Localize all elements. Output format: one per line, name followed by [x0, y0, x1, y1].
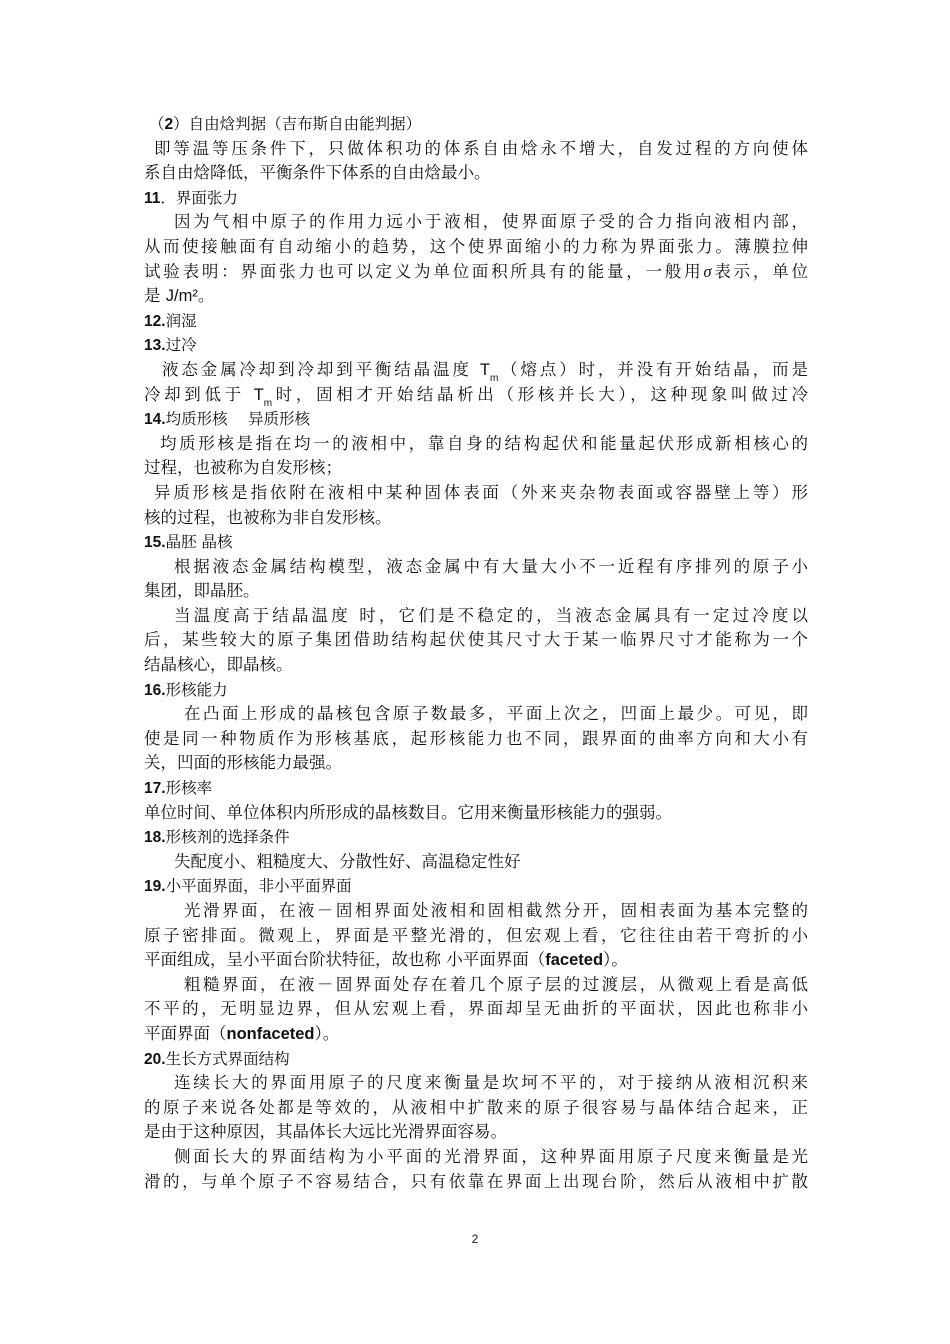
- document-page: [144, 112, 808, 1194]
- paragraph-line: [144, 702, 808, 727]
- section-title: 小平面界面，非小平面界面: [165, 877, 352, 896]
- text: 均质形核是指在均一的液相中，靠自身的结构起伏和能量起伏形成新相核心的: [160, 433, 808, 453]
- paragraph-line: [144, 850, 808, 875]
- paragraph-line: [144, 604, 808, 629]
- text: 失配度小、粗糙度大、分散性好、高温稳定性好: [174, 851, 521, 871]
- paragraph-line: [144, 628, 808, 653]
- temperature-symbol: T: [479, 360, 490, 379]
- text: 滑的，与单个原子不容易结合，只有依靠在界面上出现台阶，然后从液相中扩散: [144, 1171, 808, 1191]
- section-number: 19.: [144, 878, 166, 896]
- text: 核的过程，也被称为非自发形核。: [144, 507, 392, 527]
- text: 连续长大的界面用原子的尺度来衡量是坎坷不平的，对于接纳从液相沉积来: [174, 1073, 808, 1093]
- text: 是由于这种原因，其晶体长大远比光滑界面容易。: [144, 1122, 507, 1142]
- section-title: ）自由焓判据（吉布斯自由能判据）: [173, 115, 422, 133]
- paragraph-line: [144, 137, 808, 162]
- text: 单位时间、单位体积内所形成的晶核数目。它用来衡量形核能力的强弱。: [144, 802, 672, 822]
- text: 根据液态金属结构模型，液态金属中有大量大小不一近程有序排列的原子小: [174, 556, 808, 576]
- paragraph-line: [144, 481, 808, 506]
- section-title: 形核能力: [165, 680, 228, 699]
- section-number: 11: [144, 189, 161, 207]
- section-number: 15.: [144, 534, 166, 552]
- section-heading: [144, 678, 808, 703]
- section-number: 20.: [144, 1050, 166, 1068]
- unit: J/m²: [165, 287, 198, 306]
- text: ）。: [603, 950, 628, 970]
- section-title: 润湿: [165, 311, 197, 330]
- paragraph-line: [144, 1071, 808, 1096]
- section-heading: [144, 333, 808, 358]
- paragraph-line: [144, 358, 808, 383]
- paragraph-line: [144, 727, 808, 752]
- term-faceted: faceted: [545, 951, 604, 970]
- text: 粗糙界面，在液－固界面处存在着几个原子层的过渡层，从微观上看是高低: [184, 974, 808, 994]
- paragraph-line: [144, 1145, 808, 1170]
- paren: （: [149, 115, 165, 133]
- text: 即等温等压条件下，只做体积功的体系自由焓永不增大，自发过程的方向使体: [154, 138, 808, 158]
- paragraph-line: [144, 456, 808, 481]
- text: 当温度高于结晶温度: [174, 605, 351, 625]
- paragraph-line: [144, 801, 808, 826]
- paragraph-line: [144, 579, 808, 604]
- text: 因为气相中原子的作用力远小于液相，使界面原子受的合力指向液相内部，: [174, 212, 808, 232]
- paragraph-line: [144, 210, 808, 235]
- subscript: m: [263, 397, 273, 409]
- section-number: 2: [164, 116, 174, 133]
- section-title: ．界面张力: [160, 188, 238, 207]
- text: 是: [144, 286, 161, 306]
- text: 在凸面上形成的晶核包含原子数最多，平面上次之，凹面上最少。可见，即: [184, 704, 808, 724]
- text: 侧面长大的界面结构为小平面的光滑界面，这种界面用原子尺度来衡量是光: [174, 1146, 808, 1166]
- text: 冷却到低于: [144, 384, 245, 404]
- sigma-symbol: σ: [703, 261, 712, 281]
- text: 液态金属冷却到冷却到平衡结晶温度: [162, 359, 472, 379]
- text: 过程，也被称为自发形核；: [144, 458, 342, 478]
- paragraph-line: [144, 432, 808, 457]
- text: 系自由焓降低，平衡条件下体系的自由焓最小。: [144, 163, 491, 183]
- section-title: 形核剂的选择条件: [165, 828, 290, 847]
- text: 异质形核是指依附在液相中某种固体表面（外来夹杂物表面或容器壁上等）形: [154, 482, 808, 502]
- text: ）。: [314, 1023, 340, 1043]
- section-title: 过冷: [165, 336, 197, 355]
- text: 关，凹面的形核能力最强。: [144, 753, 342, 773]
- text: 光滑界面，在液－固相界面处液相和固相截然分开，固相表面为基本完整的: [184, 901, 808, 920]
- paragraph-line: [144, 924, 808, 949]
- text: 时，固相才开始结晶析出（形核并长大），这种现象叫做过冷: [272, 384, 809, 404]
- section-heading: [144, 186, 808, 211]
- text: 平面组成，呈小平面台阶状特征，故也称 小平面界面（: [144, 950, 546, 970]
- section-heading: [144, 1047, 808, 1072]
- temperature-symbol: T: [253, 385, 264, 404]
- section-number: 14.: [144, 411, 166, 429]
- text: 表示，单位: [711, 261, 809, 281]
- section-number: 13.: [144, 337, 166, 355]
- section-number: 12.: [144, 312, 166, 330]
- paragraph-line: [144, 506, 808, 531]
- paragraph-line: [144, 1120, 808, 1145]
- paragraph-line: [144, 1022, 808, 1047]
- paragraph-line: [144, 653, 808, 678]
- term-nonfaceted: nonfaceted: [226, 1024, 315, 1043]
- page-number: 2: [471, 1232, 479, 1246]
- section-heading: [144, 776, 808, 801]
- paragraph-line: [144, 555, 808, 580]
- paragraph-line: [144, 751, 808, 776]
- text: 结晶核心，即晶核。: [144, 655, 293, 675]
- text: 时，它们是不稳定的，当液态金属具有一定过冷度以: [359, 605, 809, 625]
- text: 不平的，无明显边界，但从宏观上看，界面却呈无曲折的平面状，因此也称非小: [144, 999, 808, 1019]
- text: 原子密排面。微观上，界面是平整光滑的，但宏观上看，它往往由若干弯折的小: [144, 925, 808, 945]
- paragraph-line: [144, 899, 808, 924]
- paragraph-line: [144, 948, 808, 973]
- text: 集团，即晶胚。: [144, 581, 260, 601]
- section-heading: [144, 530, 808, 555]
- paragraph-line: [144, 284, 808, 309]
- text: 从而使接触面有自动缩小的趋势，这个使界面缩小的力称为界面张力。薄膜拉伸: [144, 236, 808, 256]
- text: 试验表明：界面张力也可以定义为单位面积所具有的能量，一般用: [144, 261, 704, 281]
- section-title: 晶胚 晶核: [165, 533, 233, 552]
- paragraph-line: [144, 235, 808, 260]
- text: 的原子来说各处都是等效的，从液相中扩散来的原子很容易与晶体结合起来，正: [144, 1097, 808, 1117]
- section-title: 均质形核 异质形核: [165, 410, 310, 429]
- section-number: 18.: [144, 829, 166, 847]
- paragraph-line: [144, 973, 808, 998]
- paragraph-line: [144, 383, 808, 408]
- paragraph-line: [144, 997, 808, 1022]
- section-title: 形核率: [165, 779, 213, 798]
- section-heading: [144, 407, 808, 432]
- paragraph-line: [144, 1170, 808, 1195]
- section-heading: [144, 309, 808, 334]
- text: （熔点）时，并没有开始结晶，而是: [498, 359, 809, 379]
- text: 。: [197, 286, 215, 306]
- section-heading: [144, 874, 808, 899]
- paragraph-line: [144, 161, 808, 186]
- text: 平面界面（: [144, 1023, 227, 1043]
- section-title: 生长方式界面结构: [165, 1049, 290, 1068]
- section-heading: [144, 825, 808, 850]
- text: 使是同一种物质作为形核基底，起形核能力也不同，跟界面的曲率方向和大小有: [144, 728, 808, 748]
- section-heading: [144, 112, 808, 137]
- paragraph-line: [144, 1096, 808, 1121]
- text: 后，某些较大的原子集团借助结构起伏使其尺寸大于某一临界尺寸才能称为一个: [144, 630, 808, 650]
- paragraph-line: [144, 260, 808, 285]
- subscript: m: [489, 372, 499, 384]
- section-number: 16.: [144, 681, 166, 699]
- section-number: 17.: [144, 780, 166, 798]
